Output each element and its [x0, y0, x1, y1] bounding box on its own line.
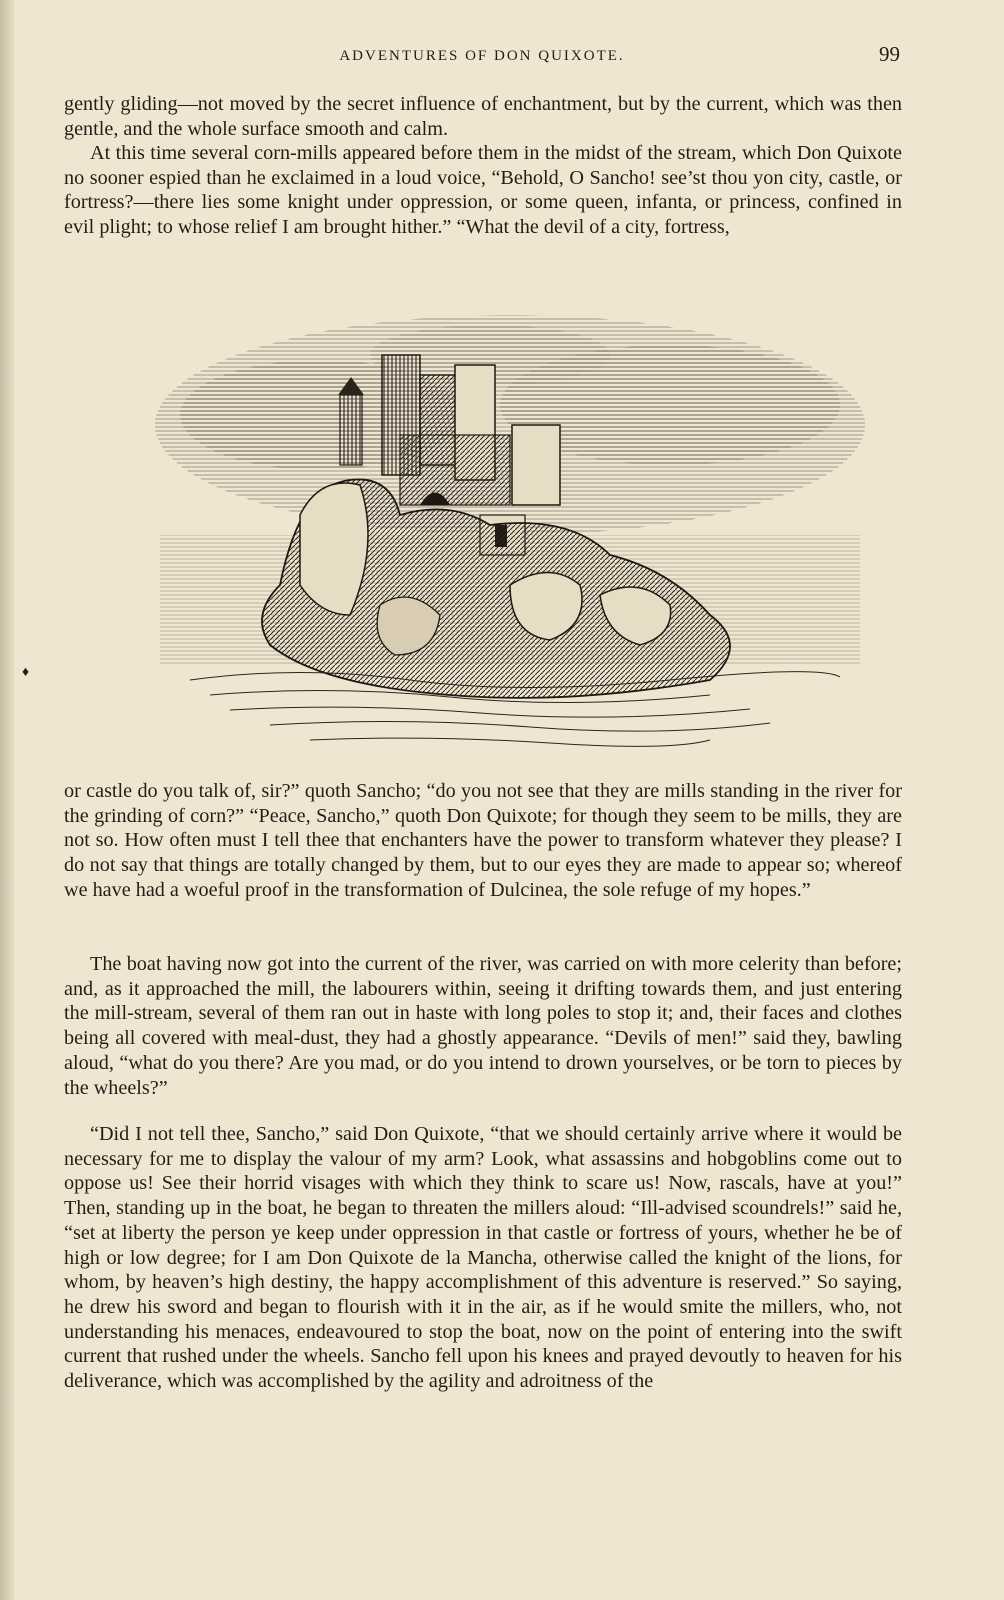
paragraph-corn-mills: At this time several corn-mills appeared before them in the midst of the stream, which Don Quixote no sooner espied than he exclaimed in a loud voice, “Behold, O Sancho! see’st thou yon city, castle, or fortress?—there lies some knight under oppression, or some queen, infanta, or princess, confined in evil plight; to whose relief I am brought hither.” “What the devil of a city, fortress, — [64, 142, 902, 239]
castle-illustration — [150, 285, 870, 765]
margin-ornament: ♦ — [22, 665, 30, 680]
engraving-castle-on-rocks-icon — [150, 285, 870, 765]
paragraph-boat-current: The boat having now got into the current of the river, was carried on with more celerity than before; and, as it approached the mill, the labourers within, seeing it drifting towards them, and just entering the mill-stream, several of them ran out in haste with long poles to stop it; and, their faces and clothes being all covered with meal-dust, they had a ghostly appearance. “Devils of men!” said they, bawling aloud, “what do you there? Are you mad, or do you intend to drown yourselves, or be torn to pieces by the wheels?” — [64, 953, 902, 1099]
paragraph-quixote-threat: “Did I not tell thee, Sancho,” said Don Quixote, “that we should certainly arrive where it would be necessary for me to display the valour of my arm? Look, what assassins and hobgoblins come out to oppose us! See their horrid visages with which they think to scare us! Now, rascals, have at you!” Then, standing up in the boat, he began to threaten the millers aloud: “Ill-advised scoundrels!” said he, “set at liberty the person ye keep under oppression in that castle or fortress of yours, whether he be of high or low degree; for I am Don Quixote de la Mancha, otherwise called the knight of the lions, for whom, by heaven’s high destiny, the happy accomplishment of this adventure is reserved.” So saying, he drew his sword and began to flourish with it in the air, as if he would smite the millers, who, not understanding his menaces, endeavoured to stop the boat, now on the point of entering into the swift current that rushed under the wheels. Sancho fell upon his knees and prayed devoutly to heaven for his deliverance, which was accomplished by the agility and adroitness of the — [64, 1123, 902, 1393]
paragraph-sancho-reply: or castle do you talk of, sir?” quoth Sancho; “do you not see that they are mills standing in the river for the grinding of corn?” “Peace, Sancho,” quoth Don Quixote; for though they seem to be mills, they are not so. How often must I tell thee that enchanters have the power to transform whatever they please? I do not say that things are totally changed by them, but to our eyes they are made to appear so; whereof we have had a woeful proof in the transformation of Dulcinea, the sole refuge of my hopes.” — [64, 780, 902, 901]
paragraph-opening: gently gliding—not moved by the secret influence of enchantment, but by the current, which was then gentle, and the whole surface smooth and calm. — [64, 93, 902, 140]
page-gutter — [0, 0, 14, 1600]
page-header — [62, 42, 902, 68]
page-number: 99 — [879, 42, 900, 66]
running-head: ADVENTURES OF DON QUIXOTE. — [339, 48, 625, 64]
